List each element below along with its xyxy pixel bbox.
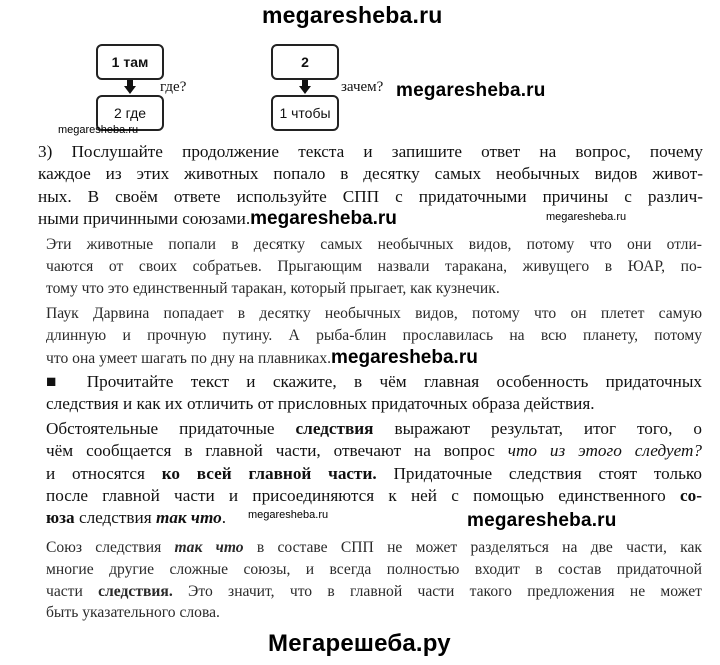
task4-line: ■ Прочитайте текст и скажите, в чём главная особенность придаточных	[46, 372, 702, 391]
note-line: части следствия. Это значит, что в главной части такого предложения не может	[46, 582, 702, 600]
note-line: многие другие сложные союзы, и всегда полностью входит в состав придаточной	[46, 560, 702, 578]
watermark-top: megaresheba.ru	[262, 2, 443, 28]
theory-line: после главной части и присоединяются к ней с помощью единственного со-	[46, 485, 702, 505]
scheme-left-main-box: 1 там	[96, 44, 164, 80]
scheme-left-arrow-icon	[124, 86, 136, 94]
watermark-theory-right: megaresheba.ru	[467, 510, 617, 531]
task3-line: ных. В своём ответе используйте СПП с придаточными причины с различ-	[38, 186, 703, 206]
watermark-scheme-right: megaresheba.ru	[396, 80, 546, 101]
note-line: быть указательного слова.	[46, 604, 220, 622]
answer1-line: тому что это единственный таракан, который прыгает, как кузнечик.	[46, 279, 500, 297]
watermark-inline: megaresheba.ru	[250, 207, 397, 229]
scheme-left-sub-box: 2 где	[96, 95, 164, 131]
scheme-right-sub-box: 1 чтобы	[271, 95, 339, 131]
answer1-paragraph	[46, 234, 702, 299]
note-line: Союз следствия так что в составе СПП не может разделяться на две части, как	[46, 539, 702, 556]
note-paragraph	[46, 537, 702, 624]
watermark-scheme-small: megaresheba.ru	[58, 124, 139, 136]
task4-paragraph	[46, 371, 702, 416]
answer2-line: что она умеет шагать по дну на плавниках.megaresheba.ru	[46, 346, 478, 368]
answer2-line: длинную и прочную путину. А рыба-блин прославилась на всю планету, потому	[46, 326, 702, 344]
scheme-right-question: зачем?	[341, 79, 384, 95]
task3-line: каждое из этих животных попало в десятку самых необычных видов живот-	[38, 164, 703, 184]
answer1-line: Эти животные попали в десятку самых необычных видов, потому что они отли-	[46, 236, 702, 253]
task3-line: 3) Послушайте продолжение текста и запишите ответ на вопрос, почему	[38, 142, 703, 161]
scheme-left-question: где?	[160, 79, 187, 95]
answer2-paragraph	[46, 303, 702, 369]
watermark-theory-small: megaresheba.ru	[248, 509, 329, 521]
theory-line: юза следствия так что.	[46, 508, 226, 528]
task4-line: следствия и как их отличить от присловных придаточных образа действия.	[46, 394, 595, 414]
watermark-bottom: Мегарешеба.ру	[268, 630, 451, 657]
answer1-line: чаются от своих собратьев. Прыгающим назвали таракана, живущего в ЮАР, по-	[46, 257, 702, 275]
theory-line: Обстоятельные придаточные следствия выражают результат, итог того, о	[46, 419, 702, 438]
watermark-task3-small: megaresheba.ru	[546, 211, 627, 223]
answer2-line: Паук Дарвина попадает в десятку необычных видов, потому что он плетет самую	[46, 305, 702, 322]
scheme-right-main-box: 2	[271, 44, 339, 80]
task3-line: ными причинными союзами.megaresheba.ru	[38, 207, 397, 229]
theory-line: чём сообщается в главной части, отвечают на вопрос что из этого следует?	[46, 441, 702, 461]
theory-line: и относятся ко всей главной части. Придаточные следствия стоят только	[46, 463, 702, 483]
scheme-right-arrow-icon	[299, 86, 311, 94]
watermark-inline: megaresheba.ru	[331, 346, 478, 368]
